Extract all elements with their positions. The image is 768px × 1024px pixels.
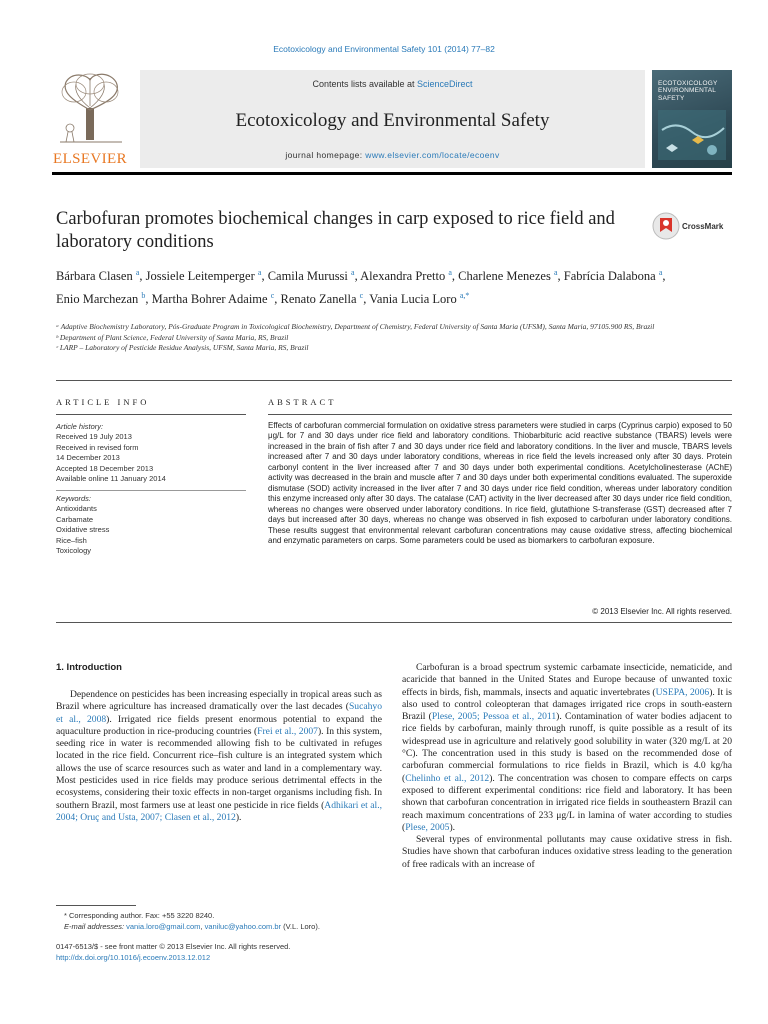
homepage-prefix: journal homepage: xyxy=(285,150,366,160)
email-separator: , xyxy=(200,921,205,931)
sciencedirect-link[interactable]: ScienceDirect xyxy=(417,79,473,89)
body-column-right xyxy=(402,662,732,871)
section-heading-introduction: 1. Introduction xyxy=(56,662,122,673)
body-text: ). Irrigated rice fields present enormous potential to expand the aquaculture production in rice-producing countries ( xyxy=(56,713,382,737)
cover-line-2: ENVIRONMENTAL xyxy=(658,87,717,95)
history-label: Article history: xyxy=(56,422,104,431)
email-suffix: (V.L. Loro). xyxy=(281,921,320,931)
crossmark-label: CrossMark xyxy=(682,222,724,231)
reference-link[interactable]: Frei et al., 2007 xyxy=(257,725,318,737)
body-text: Carbofuran is a broad spectrum systemic carbamate insecticide, nematicide, and acaricide that banned in the United States and Europe because of unwanted toxic effects in birds, fish, mammals, insects and aquatic invertebrates ( xyxy=(402,662,732,698)
keyword: Antioxidants xyxy=(56,504,97,514)
affiliation-a: ᵃ Adaptive Biochemistry Laboratory, Pós-Graduate Program in Toxicological Biochemistry, Department of Chemistry, Federal University of Santa Maria (UFSM), Santa Maria, 97105.900 RS, Brazil xyxy=(56,322,655,331)
keyword: Toxicology xyxy=(56,546,92,556)
journal-masthead xyxy=(52,70,732,168)
body-column-left xyxy=(56,689,382,824)
author-name[interactable]: Charlene Menezes xyxy=(458,269,551,284)
footnote-rule xyxy=(56,905,136,906)
elsevier-logo[interactable] xyxy=(52,70,132,168)
affiliations xyxy=(56,322,676,354)
masthead-rule xyxy=(52,172,732,175)
keywords xyxy=(56,494,246,556)
elsevier-tree-icon xyxy=(52,70,132,148)
author-affiliation-marker[interactable]: a xyxy=(553,268,558,277)
journal-homepage-link[interactable]: www.elsevier.com/locate/ecoenv xyxy=(365,150,500,160)
history-item: Received in revised form xyxy=(56,442,139,452)
issn-line: 0147-6513/$ - see front matter © 2013 Elsevier Inc. All rights reserved. xyxy=(56,942,291,951)
email-label: E-mail addresses: xyxy=(64,921,127,931)
keyword: Carbamate xyxy=(56,514,94,524)
journal-cover-image[interactable] xyxy=(652,70,732,168)
doi-link[interactable]: http://dx.doi.org/10.1016/j.ecoenv.2013.12.012 xyxy=(56,952,211,962)
abstract-rule xyxy=(268,414,732,415)
keyword: Rice–fish xyxy=(56,535,87,545)
cover-line-3: SAFETY xyxy=(658,94,685,102)
affiliation-b: ᵇ Department of Plant Science, Federal University of Santa Maria, RS, Brazil xyxy=(56,332,289,342)
journal-citation[interactable]: Ecotoxicology and Environmental Safety 101 (2014) 77–82 xyxy=(273,44,495,54)
keyword: Oxidative stress xyxy=(56,525,110,535)
paragraph: Several types of environmental pollutants may cause oxidative stress in fish. Studies have shown that carbofuran induces oxidative stress leading to the generation of free radicals with an increase of xyxy=(402,834,732,870)
reference-link[interactable]: USEPA, 2006 xyxy=(655,686,710,698)
body-text: ). Contamination of water bodies adjacent to rice fields by carbofuran, mainly through runoff, is quite possible as a result of its widespread use in agriculture and relatively good solubility in water (320 mg/L at 20 °C). The concentration used in this study is based on the recommended dose of carbofuran commercial formulations to rice fields in Brazil, which is 4.0 kg/ha ( xyxy=(402,711,732,784)
author-affiliation-marker[interactable]: a xyxy=(257,268,262,277)
author-affiliation-marker[interactable]: a xyxy=(351,268,355,277)
history-item: Received 19 July 2013 xyxy=(56,432,132,442)
author-list: Bárbara Clasen $^a$, Jossiele Leitemperger $^a$, Camila Murussi $^a$, Alexandra Pretto $^a$, Charlene Menezes $^a$, Fabrícia Dalabona $^a$, Enio Marchezan $^b$, Martha Bohrer Adaime $^c$, Renato Zanella $^c$, Vania Lucia Loro $^{a,*}$ xyxy=(56,268,666,307)
crossmark-icon xyxy=(652,212,680,240)
abstract-heading: ABSTRACT xyxy=(268,397,337,407)
crossmark-badge[interactable] xyxy=(652,212,732,240)
body-text: ). xyxy=(449,821,456,833)
email-link[interactable]: vaniluc@yahoo.com.br xyxy=(204,921,281,931)
reference-link[interactable]: Plese, 2005; Pessoa et al., 2011 xyxy=(431,711,557,723)
author-name[interactable]: Enio Marchezan xyxy=(56,292,139,307)
author-affiliation-marker[interactable]: b xyxy=(141,291,146,301)
email-note xyxy=(56,922,382,933)
keywords-label: Keywords: xyxy=(56,494,92,503)
cover-art-icon xyxy=(652,70,732,168)
abstract-copyright: © 2013 Elsevier Inc. All rights reserved. xyxy=(592,607,732,616)
body-text: Dependence on pesticides has been increasing especially in tropical areas such as Brazil where agriculture has increased dramatically over the last decades ( xyxy=(56,689,382,713)
author-affiliation-marker[interactable]: a,* xyxy=(459,291,470,301)
reference-link[interactable]: Adhikari et al., 2004; Oruç and Usta, 2007; Clasen et al., 2012 xyxy=(56,799,382,823)
author-name[interactable]: Vania Lucia Loro xyxy=(369,292,457,307)
history-item: Available online 11 January 2014 xyxy=(56,474,166,484)
footnotes xyxy=(56,911,382,932)
author-name[interactable]: Renato Zanella xyxy=(280,292,357,307)
body-text: ). xyxy=(235,811,242,823)
body-text: ). It is also used to control coleopteran that damages irrigated rice crops in south-eastern Brazil ( xyxy=(402,686,732,723)
keywords-rule xyxy=(56,490,246,491)
corresponding-author-note: * Corresponding author. Fax: +55 3220 8240. xyxy=(64,911,215,920)
author-name[interactable]: Martha Bohrer Adaime xyxy=(151,292,268,307)
author-name[interactable]: Bárbara Clasen xyxy=(56,269,133,284)
reference-link[interactable]: Chelinho et al., 2012 xyxy=(405,772,490,784)
contents-prefix: Contents lists available at xyxy=(312,79,418,89)
article-title: Carbofuran promotes biochemical changes in carp exposed to rice field and laboratory conditions xyxy=(56,209,615,252)
author-affiliation-marker[interactable]: c xyxy=(270,291,275,301)
article-info-heading: ARTICLE INFO xyxy=(56,397,150,407)
journal-title: Ecotoxicology and Environmental Safety xyxy=(235,110,550,131)
affiliation-c: ᶜ LARP – Laboratory of Pesticide Residue Analysis, UFSM, Santa Maria, RS, Brazil xyxy=(56,343,309,352)
author-affiliation-marker[interactable]: a xyxy=(135,268,140,277)
history-item: 14 December 2013 xyxy=(56,453,120,463)
abstract-text: Effects of carbofuran commercial formulation on oxidative stress parameters were studied in carps (Cyprinus carpio) exposed to 50 μg/L for 7 and 30 days under rice field and laboratory conditions. Thiobarbituric acid reactive substance (TBARS) levels were increased in the brain of fish after 7 and 30 days under rice field and laboratory conditions. In the liver and muscle, TBARS levels increased after 7 and 30 days under laboratory conditions, whereas in rice field the levels increased only after 30 days. Protein carbonyl content in the liver increased after 7 and 30 days under both experimental conditions. Acetylcholinesterase (AChE) activity was decreased in the brain and muscle after 7 and 30 days under both experimental conditions evaluated. The superoxide dismutase (SOD) activity increased in the liver after 7 and 30 days under rice field condition, whereas under laboratory condition this enzyme increased only after 30 days. The catalase (CAT) activity in the liver decreased after 30 days under rice field condition, whereas no changes were observed under laboratory conditions. In rice field, glutathione S-transferase (GST) decreased after 7 days but increased after 30 days, whereas no change was observed in fish exposed to carbofuran under laboratory conditions. These results suggest that environmental relevant carbofuran concentrations may cause oxidative stress, affecting biochemical and enzymatic parameters on carps. Some parameters could be used as biomarkers to carbofuran exposure. xyxy=(268,421,732,545)
author-name[interactable]: Jossiele Leitemperger xyxy=(145,269,255,284)
author-affiliation-marker[interactable]: a xyxy=(448,268,452,277)
cover-line-1: ECOTOXICOLOGY xyxy=(658,80,718,87)
author-affiliation-marker[interactable]: a xyxy=(658,268,663,277)
elsevier-wordmark: ELSEVIER xyxy=(53,151,128,167)
body-text: ). The concentration was chosen to compare effects on carps exposed to different experimental conditions: rice field and laboratory. It has been shown that carbofuran concentration in irrigated rice fields in southeastern Brazil can reach maximum concentrations of 233 μg/L in lamina of water according to studies ( xyxy=(402,772,732,833)
paragraph xyxy=(402,662,732,834)
homepage-line xyxy=(140,150,645,160)
reference-link[interactable]: Plese, 2005 xyxy=(405,821,450,833)
article-info-rule xyxy=(56,414,246,415)
author-name[interactable]: Alexandra Pretto xyxy=(360,269,446,284)
masthead-box xyxy=(140,70,645,168)
author-affiliation-marker[interactable]: c xyxy=(359,291,364,301)
author-name[interactable]: Fabrícia Dalabona xyxy=(563,269,656,284)
issn-doi-block xyxy=(56,942,382,963)
body-text: ). In this system, seeding rice in water is recommended allowing fish to be cultivated in refuges located in the rice field. Concurrent rice–fish culture is an integrated system which allows the use of scarce resources such as water and land in a complementary way. Most pesticides used in rice fields may produce serious detrimental effects in the ecosystems, considering their toxic effects in non-target organisms including fish. In southern Brazil, most farmers use at least one pesticide in rice fields ( xyxy=(56,725,382,811)
article-history xyxy=(56,422,246,484)
affiliations-rule xyxy=(56,380,732,381)
email-link[interactable]: vania.loro@gmail.com xyxy=(126,921,201,931)
abstract-end-rule xyxy=(56,622,732,623)
history-item: Accepted 18 December 2013 xyxy=(56,463,154,473)
reference-link[interactable]: Sucahyo et al., 2008 xyxy=(56,701,382,725)
contents-line xyxy=(140,79,645,89)
author-name[interactable]: Camila Murussi xyxy=(267,269,348,284)
